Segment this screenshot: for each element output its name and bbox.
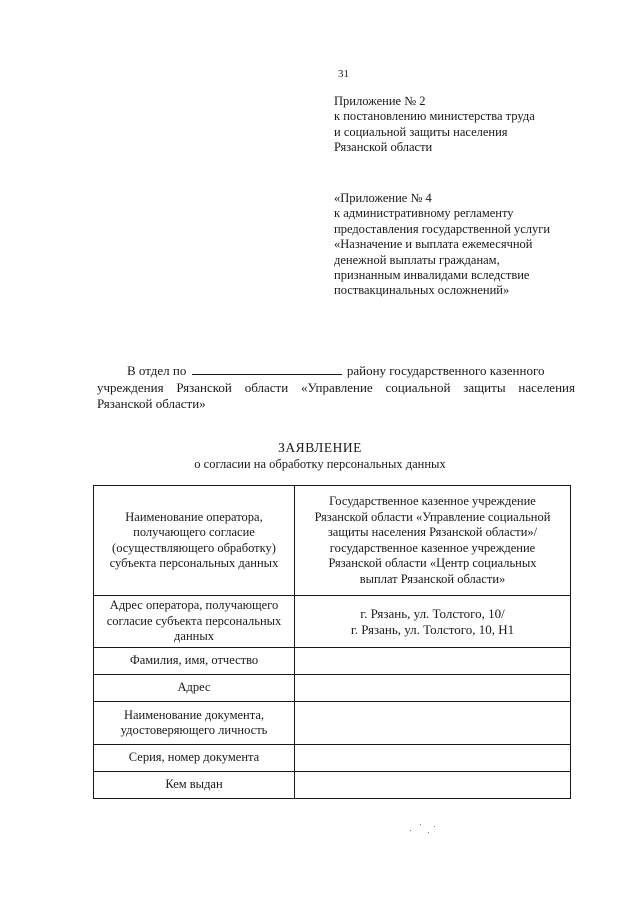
- row-label-id-document: [94, 702, 295, 745]
- addressee-line-1: [97, 362, 575, 380]
- row-value-operator-address: [295, 596, 571, 648]
- appendix-line: к административному регламенту: [334, 206, 514, 221]
- value-line: защиты населения Рязанской области»/: [327, 525, 538, 539]
- form-title: ЗАЯВЛЕНИЕ: [278, 440, 362, 455]
- appendix-line: «Приложение № 4: [334, 191, 432, 205]
- value-line: выплат Рязанской области»: [359, 571, 506, 586]
- addressee-word: населения: [518, 379, 575, 395]
- row-label-operator-name: [94, 486, 295, 596]
- label-line: Кем выдан: [165, 777, 223, 792]
- label-line: данных: [174, 629, 214, 644]
- table-row: [94, 596, 571, 648]
- row-label-document-number: [94, 745, 295, 772]
- row-label-issued-by: [94, 772, 295, 799]
- label-line: согласие субъекта персональных: [106, 613, 282, 628]
- value-line: Рязанской области «Управление социальной: [314, 509, 551, 524]
- addressee-word: Рязанской: [176, 379, 232, 395]
- address-field[interactable]: [295, 675, 571, 702]
- label-line: (осуществляющего обработку): [112, 540, 276, 555]
- value-line: Государственное казенное учреждение: [329, 494, 536, 508]
- value-line: Рязанской области «Центр социальных: [328, 556, 537, 570]
- table-row: [94, 745, 571, 772]
- addressee-word: социальной: [385, 379, 451, 395]
- appendix-2-header: [334, 94, 594, 156]
- scan-speckle: [408, 820, 438, 840]
- appendix-line: «Назначение и выплата ежемесячной: [334, 237, 533, 252]
- addressee-line-3: Рязанской области»: [97, 396, 206, 411]
- table-row: [94, 486, 571, 596]
- appendix-line: признанным инвалидами вследствие: [334, 268, 530, 283]
- appendix-line: и социальной защиты населения: [334, 124, 508, 139]
- appendix-line: денежной выплаты гражданам,: [334, 252, 500, 267]
- row-label-address: [94, 675, 295, 702]
- appendix-line: Рязанской области: [334, 140, 433, 155]
- table-row: [94, 702, 571, 745]
- label-line: Адрес оператора, получающего: [109, 598, 279, 613]
- consent-table: [93, 485, 571, 799]
- appendix-line: к постановлению министерства труда: [334, 109, 535, 124]
- addressee-word: «Управление: [301, 379, 373, 395]
- label-line: Наименование оператора,: [125, 509, 263, 524]
- addressee-suffix: району государственного казенного: [346, 363, 545, 378]
- label-line: удостоверяющего личность: [120, 723, 268, 737]
- district-blank-field[interactable]: [192, 362, 342, 375]
- appendix-line: Приложение № 2: [334, 94, 426, 108]
- form-subtitle: о согласии на обработку персональных данных: [194, 457, 446, 471]
- appendix-line: поствакцинальных осложнений»: [334, 283, 510, 298]
- issued-by-field[interactable]: [295, 772, 571, 799]
- addressee-prefix: В отдел по: [127, 363, 187, 378]
- label-line: получающего согласие: [133, 525, 255, 539]
- table-row: [94, 675, 571, 702]
- appendix-line: предоставления государственной услуги: [334, 221, 551, 236]
- addressee-word: области: [244, 379, 289, 395]
- row-label-operator-address: [94, 596, 295, 648]
- form-heading: [0, 440, 640, 472]
- page-number: 31: [338, 68, 349, 80]
- full-name-field[interactable]: [295, 648, 571, 675]
- addressee-word: защиты: [463, 379, 506, 395]
- table-row: [94, 648, 571, 675]
- label-line: Наименование документа,: [123, 707, 265, 722]
- addressee-block: [97, 362, 575, 413]
- addressee-line-2: [97, 380, 575, 397]
- label-line: Адрес: [177, 680, 211, 695]
- label-line: Фамилия, имя, отчество: [129, 653, 259, 668]
- value-line: г. Рязань, ул. Толстого, 10/: [360, 606, 505, 621]
- document-number-field[interactable]: [295, 745, 571, 772]
- row-value-operator-name: [295, 486, 571, 596]
- label-line: Серия, номер документа: [128, 750, 260, 765]
- row-label-full-name: [94, 648, 295, 675]
- value-line: г. Рязань, ул. Толстого, 10, Н1: [350, 621, 515, 637]
- table-row: [94, 772, 571, 799]
- appendix-4-header: [334, 191, 594, 299]
- id-document-field[interactable]: [295, 702, 571, 745]
- label-line: субъекта персональных данных: [109, 556, 279, 570]
- value-line: государственное казенное учреждение: [329, 540, 536, 555]
- addressee-word: учреждения: [97, 379, 164, 395]
